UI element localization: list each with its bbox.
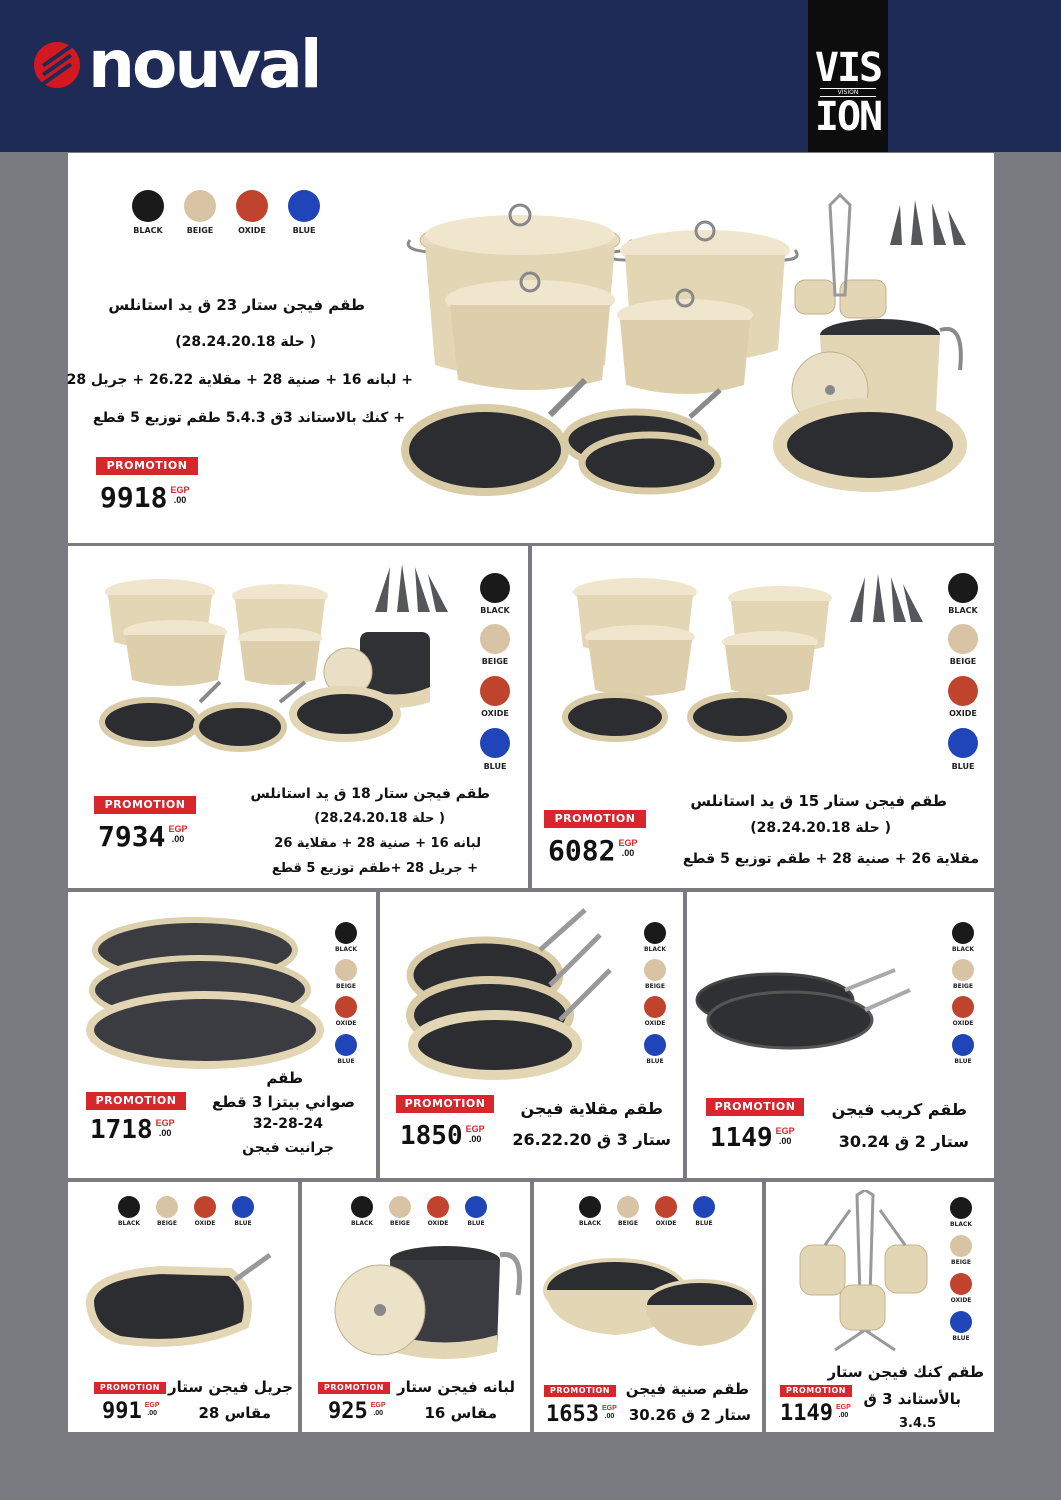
swatch-beige[interactable]: BEIGE <box>387 1196 413 1227</box>
nouval-logo-icon <box>34 42 80 88</box>
nouval-logo[interactable] <box>34 26 320 103</box>
promotion-badge: PROMOTION <box>396 1095 494 1113</box>
price: 1149 EGP .00 <box>780 1401 851 1426</box>
pizza-pan-set-image <box>75 910 325 1080</box>
swatch-black[interactable]: BLACK <box>577 1196 603 1227</box>
swatch-blue[interactable]: BLUE <box>230 1196 256 1227</box>
swatch-oxide[interactable]: OXIDE <box>653 1196 679 1227</box>
swatch-black[interactable]: BLACK <box>116 1196 142 1227</box>
swatch-blue[interactable]: BLUE <box>642 1034 668 1065</box>
product-detail: + كنك بالاستاند 3ق 5.4.3 طقم توزيع 5 قطع <box>92 410 405 426</box>
swatch-oxide[interactable]: OXIDE <box>948 1273 974 1304</box>
swatch-oxide[interactable]: OXIDE <box>478 676 512 718</box>
promotion-badge: PROMOTION <box>94 796 196 814</box>
swatch-oxide[interactable]: OXIDE <box>192 1196 218 1227</box>
product-detail: ستار 3 ق 26.22.20 <box>512 1130 671 1149</box>
swatch-oxide[interactable]: OXIDE <box>950 996 976 1027</box>
product-title: طقم مقلاية فيجن <box>520 1099 663 1118</box>
swatch-black[interactable]: BLACK <box>642 922 668 953</box>
swatch-black[interactable]: BLACK <box>130 190 166 235</box>
price: 925 EGP .00 <box>328 1399 386 1424</box>
promotion-badge: PROMOTION <box>780 1385 852 1397</box>
promotion-badge: PROMOTION <box>544 810 646 828</box>
grill-pan-image <box>80 1250 280 1360</box>
swatch-beige[interactable]: BEIGE <box>615 1196 641 1227</box>
promotion-badge: PROMOTION <box>318 1382 390 1394</box>
price: 9918 EGP .00 <box>100 481 190 514</box>
swatch-beige[interactable]: BEIGE <box>333 959 359 990</box>
swatch-black[interactable]: BLACK <box>349 1196 375 1227</box>
cookware-set-image <box>400 185 990 515</box>
swatch-oxide[interactable]: OXIDE <box>425 1196 451 1227</box>
swatch-blue[interactable]: BLUE <box>950 1034 976 1065</box>
promotion-badge: PROMOTION <box>706 1098 804 1116</box>
price: 1653 EGP .00 <box>546 1402 617 1427</box>
swatch-blue[interactable]: BLUE <box>286 190 322 235</box>
product-detail: مقاس 28 <box>198 1404 271 1422</box>
product-detail: + جريل 28 +طقم توزيع 5 قطع <box>271 861 478 876</box>
product-title: طقم كنك فيجن ستار <box>827 1363 984 1381</box>
product-title: طقم صنية فيجن <box>625 1380 749 1398</box>
swatch-blue[interactable]: BLUE <box>948 1311 974 1342</box>
price: 1718 EGP .00 <box>90 1115 175 1145</box>
price: 6082 EGP .00 <box>548 834 638 867</box>
swatch-blue[interactable]: BLUE <box>691 1196 717 1227</box>
product-detail: 32-28-24 <box>252 1116 323 1132</box>
product-title: لبانه فيجن ستار <box>397 1378 515 1396</box>
swatch-blue[interactable]: BLUE <box>463 1196 489 1227</box>
crepe-pan-set-image <box>695 960 915 1060</box>
promotion-badge: PROMOTION <box>94 1382 166 1394</box>
swatch-oxide[interactable]: OXIDE <box>333 996 359 1027</box>
brand-name: nouval <box>88 26 320 103</box>
swatch-black[interactable]: BLACK <box>478 573 512 615</box>
promotion-badge: PROMOTION <box>86 1092 186 1110</box>
swatch-blue[interactable]: BLUE <box>946 728 980 771</box>
tray-set-image <box>540 1250 760 1370</box>
swatch-beige[interactable]: BEIGE <box>946 624 980 666</box>
swatch-black[interactable]: BLACK <box>950 922 976 953</box>
promotion-badge: PROMOTION <box>544 1385 616 1397</box>
coffee-pot-stand-image <box>795 1190 935 1360</box>
frying-pan-set-image <box>400 905 620 1085</box>
product-title: جريل فيجن ستار <box>167 1378 293 1396</box>
price: 991 EGP .00 <box>102 1399 160 1424</box>
product-title: طقم فيجن ستار 23 ق يد استانلس <box>108 296 365 314</box>
cookware-set-image <box>90 562 460 762</box>
product-title: طقم فيجن ستار 15 ق يد استانلس <box>690 792 947 810</box>
swatch-beige[interactable]: BEIGE <box>154 1196 180 1227</box>
product-title: طقم <box>266 1069 303 1087</box>
product-detail: لبانه 16 + صنية 28 + مقلاية 26 <box>274 836 481 851</box>
product-detail: ( حلة 28.24.20.18) <box>750 820 891 836</box>
swatch-beige[interactable]: BEIGE <box>642 959 668 990</box>
swatch-blue[interactable]: BLUE <box>478 728 512 771</box>
swatch-black[interactable]: BLACK <box>946 573 980 615</box>
product-detail: 3.4.5 <box>898 1416 936 1431</box>
swatch-beige[interactable]: BEIGE <box>182 190 218 235</box>
vision-logo[interactable]: VIS VISION ION <box>808 0 888 152</box>
price: 7934 EGP .00 <box>98 820 188 853</box>
product-detail: + لبانه 16 + صنية 28 + مقلاية 26.22 + جريل 28 <box>66 372 413 388</box>
product-detail: ( حلة 28.24.20.18) <box>314 811 445 826</box>
swatch-beige[interactable]: BEIGE <box>478 624 512 666</box>
swatch-black[interactable]: BLACK <box>333 922 359 953</box>
price: 1149 EGP .00 <box>710 1123 795 1153</box>
header <box>0 0 1061 152</box>
product-detail: ستار 2 ق 30.26 <box>628 1406 751 1424</box>
product-title: طقم كريب فيجن <box>831 1100 967 1119</box>
swatch-oxide[interactable]: OXIDE <box>234 190 270 235</box>
product-detail: ( حلة 28.24.20.18) <box>175 334 316 350</box>
swatch-blue[interactable]: BLUE <box>333 1034 359 1065</box>
product-detail: ستار 2 ق 30.24 <box>838 1132 969 1151</box>
product-detail: مقلاية 26 + صنية 28 + طقم توزيع 5 قطع <box>682 851 979 867</box>
swatch-black[interactable]: BLACK <box>948 1197 974 1228</box>
swatch-beige[interactable]: BEIGE <box>950 959 976 990</box>
product-detail: جرانيت فيجن <box>242 1140 334 1156</box>
product-detail: مقاس 16 <box>424 1404 497 1422</box>
product-title: طقم فيجن ستار 18 ق يد استانلس <box>250 786 490 802</box>
price: 1850 EGP .00 <box>400 1121 485 1151</box>
milk-pot-image <box>325 1240 525 1370</box>
swatch-beige[interactable]: BEIGE <box>948 1235 974 1266</box>
swatch-oxide[interactable]: OXIDE <box>946 676 980 718</box>
product-detail: بالأستاند 3 ق <box>863 1390 961 1408</box>
cookware-set-image <box>545 562 935 762</box>
swatch-oxide[interactable]: OXIDE <box>642 996 668 1027</box>
promotion-badge: PROMOTION <box>96 457 198 475</box>
product-detail: صواني بيتزا 3 قطع <box>212 1093 355 1111</box>
